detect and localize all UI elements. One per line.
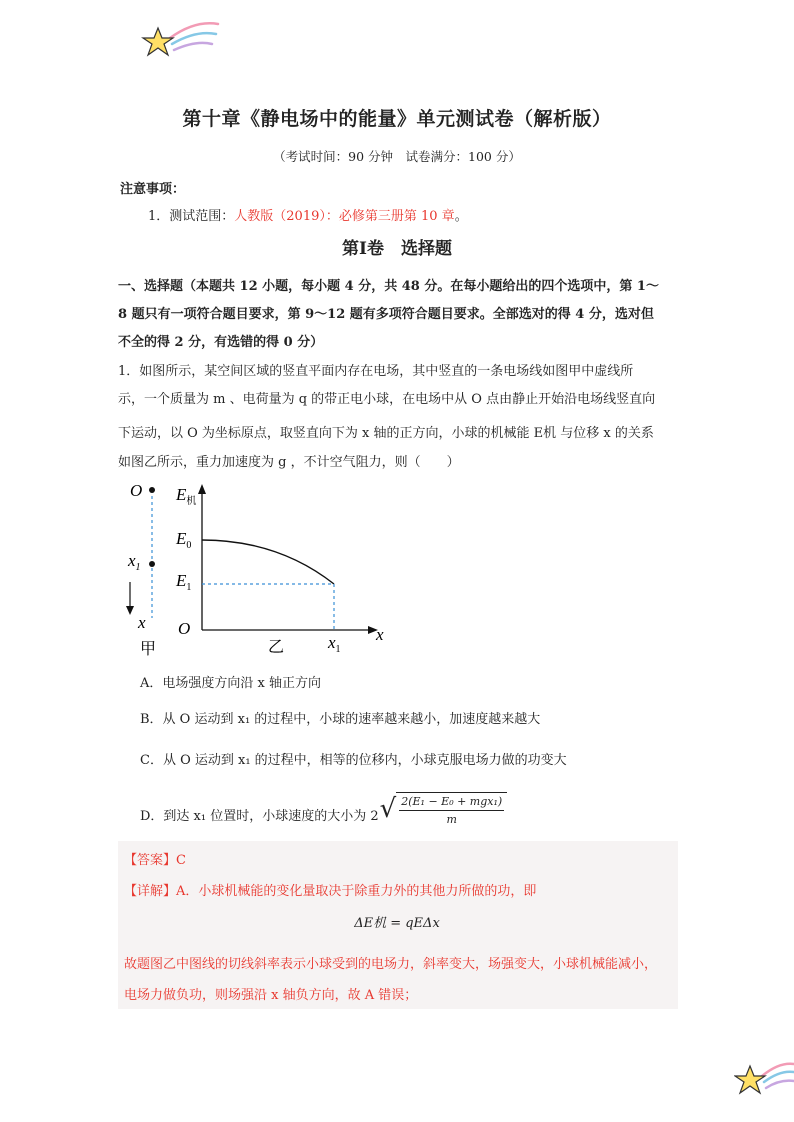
point-O xyxy=(149,487,155,493)
part1-line-2: 8 题只有一项符合题目要求，第 9～12 题有多项符合题目要求。全部选对的得 4 分，选对但 xyxy=(118,307,654,322)
answer-detail-line-2: 故题图乙中图线的切线斜率表示小球受到的电场力，斜率变大，场强变大，小球机械能减小， xyxy=(124,957,658,972)
answer-detail-line-3: 电场力做负功，则场强沿 x 轴负方向，故 A 错误； xyxy=(124,988,418,1003)
caption-yi: 乙 xyxy=(268,639,285,656)
label-O-left: O xyxy=(130,481,143,500)
sqrt-icon: √ xyxy=(379,794,397,824)
option-A: A．电场强度方向沿 x 轴正方向 xyxy=(140,676,321,691)
part1-line-3: 不全的得 2 分，有选错的得 0 分） xyxy=(118,335,324,350)
option-B: B．从 O 运动到 x₁ 的过程中，小球的速率越来越小，加速度越来越大 xyxy=(140,712,541,727)
question1-line-2: 示，一个质量为 m 、电荷量为 q 的带正电小球，在电场中从 O 点由静止开始沿电场线竖直向 xyxy=(118,392,656,407)
option-C: C．从 O 运动到 x₁ 的过程中，相等的位移内，小球克服电场力做的功变大 xyxy=(140,753,567,768)
option-D-denominator: m xyxy=(446,813,457,826)
notice-item-1-scope: 人教版（2019）：必修第三册第 10 章 xyxy=(234,209,455,224)
question1-figure xyxy=(118,478,398,660)
question1-line-1: 1．如图所示，某空间区域的竖直平面内存在电场，其中竖直的一条电场线如图甲中虚线所 xyxy=(118,364,634,379)
option-D-prefix: D．到达 x₁ 位置时，小球速度的大小为 2 xyxy=(140,808,379,824)
label-origin: O xyxy=(178,619,191,638)
option-D-fraction xyxy=(396,792,507,826)
answer-detail-line-1: 【详解】A．小球机械能的变化量取决于除重力外的其他力所做的功，即 xyxy=(124,884,537,899)
answer-label: 【答案】C xyxy=(124,853,186,868)
answer-formula: ΔE机 = qEΔx xyxy=(354,916,440,931)
label-E0: $E_0$ xyxy=(176,529,192,551)
question1-line-4: 如图乙所示，重力加速度为 g ，不计空气阻力，则（ ） xyxy=(118,455,460,470)
label-x-axis: x xyxy=(376,625,384,644)
shooting-star-icon xyxy=(140,18,220,64)
label-x1-axis: $x_1$ xyxy=(328,633,341,655)
shooting-star-icon xyxy=(734,1054,794,1100)
label-E1: $E_1$ xyxy=(176,571,192,593)
notice-heading: 注意事项： xyxy=(120,182,186,197)
point-x1 xyxy=(149,561,155,567)
part1-line-1: 一、选择题（本题共 12 小题，每小题 4 分，共 48 分。在每小题给出的四个选项中，第 1～ xyxy=(118,279,659,294)
exam-info: （考试时间：90 分钟 试卷满分：100 分） xyxy=(273,149,521,164)
down-arrow-icon xyxy=(126,606,134,615)
notice-item-1-suffix: 。 xyxy=(454,209,468,224)
notice-item-1-prefix: 1．测试范围： xyxy=(148,209,235,224)
y-axis-arrow-icon xyxy=(198,484,206,494)
label-x1-left: $x_1$ xyxy=(128,551,141,573)
question1-line-3: 下运动，以 O 为坐标原点，取竖直向下为 x 轴的正方向，小球的机械能 E机 与位移 x 的关系 xyxy=(118,426,654,441)
label-E-axis: $E_机$ xyxy=(176,485,197,507)
option-D-numerator: 2(E₁ − E₀ + mgx₁) xyxy=(399,793,504,811)
section-title: 第Ⅰ卷 选择题 xyxy=(342,239,452,259)
caption-jia: 甲 xyxy=(140,641,157,658)
option-D xyxy=(140,792,507,826)
energy-curve xyxy=(202,540,334,584)
label-x-left: x xyxy=(138,613,146,632)
page-title: 第十章《静电场中的能量》单元测试卷（解析版） xyxy=(182,108,612,130)
notice-item-1 xyxy=(148,205,468,224)
